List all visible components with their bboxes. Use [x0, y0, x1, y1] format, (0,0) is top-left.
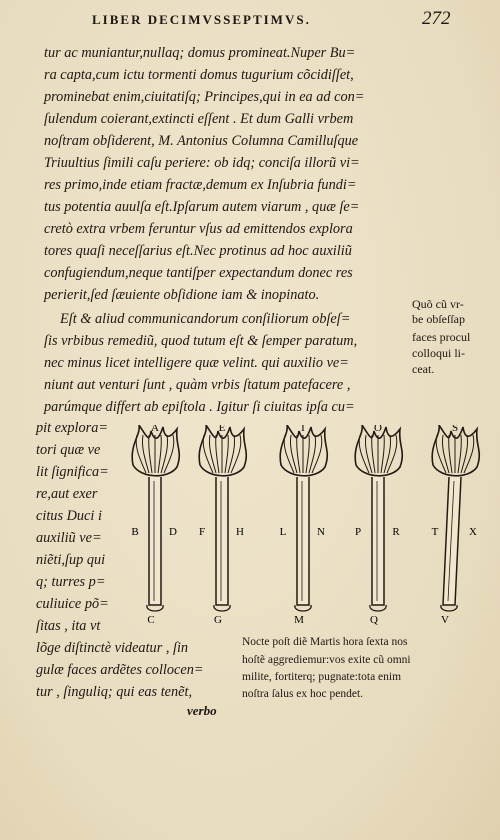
caption-line: Nocte poſt diẽ Martis hora ſexta nos [242, 636, 408, 648]
body-line: ſis vrbibus remediũ, quod tutum eſt & ſemper paratum, [44, 333, 358, 349]
body-line: tores quaſi neceſſarius eſt.Nec protinus ad hoc auxiliũ [44, 243, 352, 259]
torch-letter-right: H [236, 526, 244, 538]
body-line: nec minus licet intelligere quæ velint. qui auxilio ve= [44, 355, 349, 371]
margin-note-line: ceat. [412, 362, 435, 376]
body-line: prominebat enim,ciuitatiſq; Principes,qui in ea ad con= [44, 89, 365, 105]
torch-letter-bottom: V [441, 614, 449, 626]
body-line: Eſt & aliud communicandorum conſiliorum obſeſ= [60, 311, 351, 327]
body-line: gulæ faces ardẽtes collocen= [36, 662, 204, 678]
margin-note-line: Quõ cũ vr- [412, 297, 464, 311]
page-number: 272 [422, 8, 451, 29]
margin-note-line: colloqui li- [412, 346, 465, 360]
column-line: lit ſignifica= [36, 464, 109, 480]
body-line: ra capta,cum ictu tormenti domus tugurium cõcidiſſet, [44, 67, 354, 83]
column-line: pit explora= [36, 420, 108, 436]
torch-letter-left: T [431, 526, 439, 538]
body-line: tur ac muniantur,nullaq; domus promineat.Nuper Bu= [44, 45, 356, 61]
body-line: tur , ſinguliq; qui eas tenẽt, [36, 684, 193, 700]
column-line: auxiliũ ve= [36, 530, 102, 546]
torch-letter-top: I [301, 425, 305, 434]
column-line: niẽti,ſup qui [36, 552, 106, 568]
body-line: parúmque differt ab epiſtola . Igitur ſi ciuitas ipſa cu= [44, 399, 355, 415]
column-line: re,aut exer [36, 486, 98, 502]
body-line: confugiendum,neque tantiſper expectandum donec res [44, 265, 353, 281]
torch [131, 425, 179, 626]
torch-letter-bottom: Q [370, 614, 378, 626]
torch-letter-left: L [279, 526, 287, 538]
margin-note-line: be obſeſſap [412, 312, 465, 326]
column-line: q; turres p= [36, 574, 106, 590]
torch-letter-right: R [392, 526, 400, 538]
body-line: niunt aut venturi ſunt , quàm vrbis ſtatum patefacere , [44, 377, 351, 393]
column-line: tori quæ ve [36, 442, 101, 458]
torch-letter-left: B [131, 526, 139, 538]
torch [355, 425, 402, 626]
torch-letter-bottom: G [214, 614, 222, 626]
torch-letter-top: E [218, 425, 226, 434]
torch [432, 425, 480, 626]
caption-line: milite, fortiterq; pugnate:tota enim [242, 671, 402, 683]
caption-line: hoſtẽ aggrediemur:vos exite cũ omni [242, 654, 411, 666]
running-head: LIBER DECIMVSSEPTIMVS. [92, 12, 311, 27]
body-line: Triuultius ſimili caſu periere: ob idq; conciſa illorũ vi= [44, 155, 360, 171]
torch-letter-right: X [469, 526, 477, 538]
body-line: tus potentia auulſa eſt.Ipſarum autem viarum , quæ ſe= [44, 199, 360, 215]
body-line: res primo,inde etiam fractæ,demum ex Inſubria fundi= [44, 177, 357, 193]
body-line: lõge diſtinctè videatur , ſin [36, 640, 189, 656]
body-line: noſtram obſiderent, M. Antonius Columna Camilluſque [44, 133, 359, 149]
torch-letter-left: F [198, 526, 206, 538]
torch [199, 425, 246, 626]
torch-letter-bottom: C [147, 614, 155, 626]
column-line: citus Duci i [36, 508, 102, 524]
torch-letter-top: O [374, 425, 382, 434]
torch-letter-top: S [451, 425, 459, 434]
body-line: ſulendum coierant,extincti eſſent . Et dum Galli vrbem [44, 111, 354, 127]
torch [280, 425, 328, 626]
body-line: cretò extra vrbem feruntur vſus ad emittendos explora [44, 221, 353, 237]
catchword: verbo [187, 703, 217, 718]
torch-letter-left: P [354, 526, 362, 538]
body-line: perierit,ſed ſæuiente obſidione iam & inopinato. [44, 287, 320, 303]
column-line: ſitas , ita vt [36, 618, 101, 634]
torch-signals-figure [125, 425, 495, 635]
column-line: culiuice põ= [36, 596, 109, 612]
margin-note-line: faces procul [412, 330, 471, 344]
torch-letter-right: N [317, 526, 325, 538]
torch-letter-top: A [151, 425, 159, 434]
caption-line: noſtra ſalus ex hoc pendet. [242, 688, 364, 700]
torch-letter-bottom: M [294, 614, 304, 626]
torch-letter-right: D [169, 526, 177, 538]
